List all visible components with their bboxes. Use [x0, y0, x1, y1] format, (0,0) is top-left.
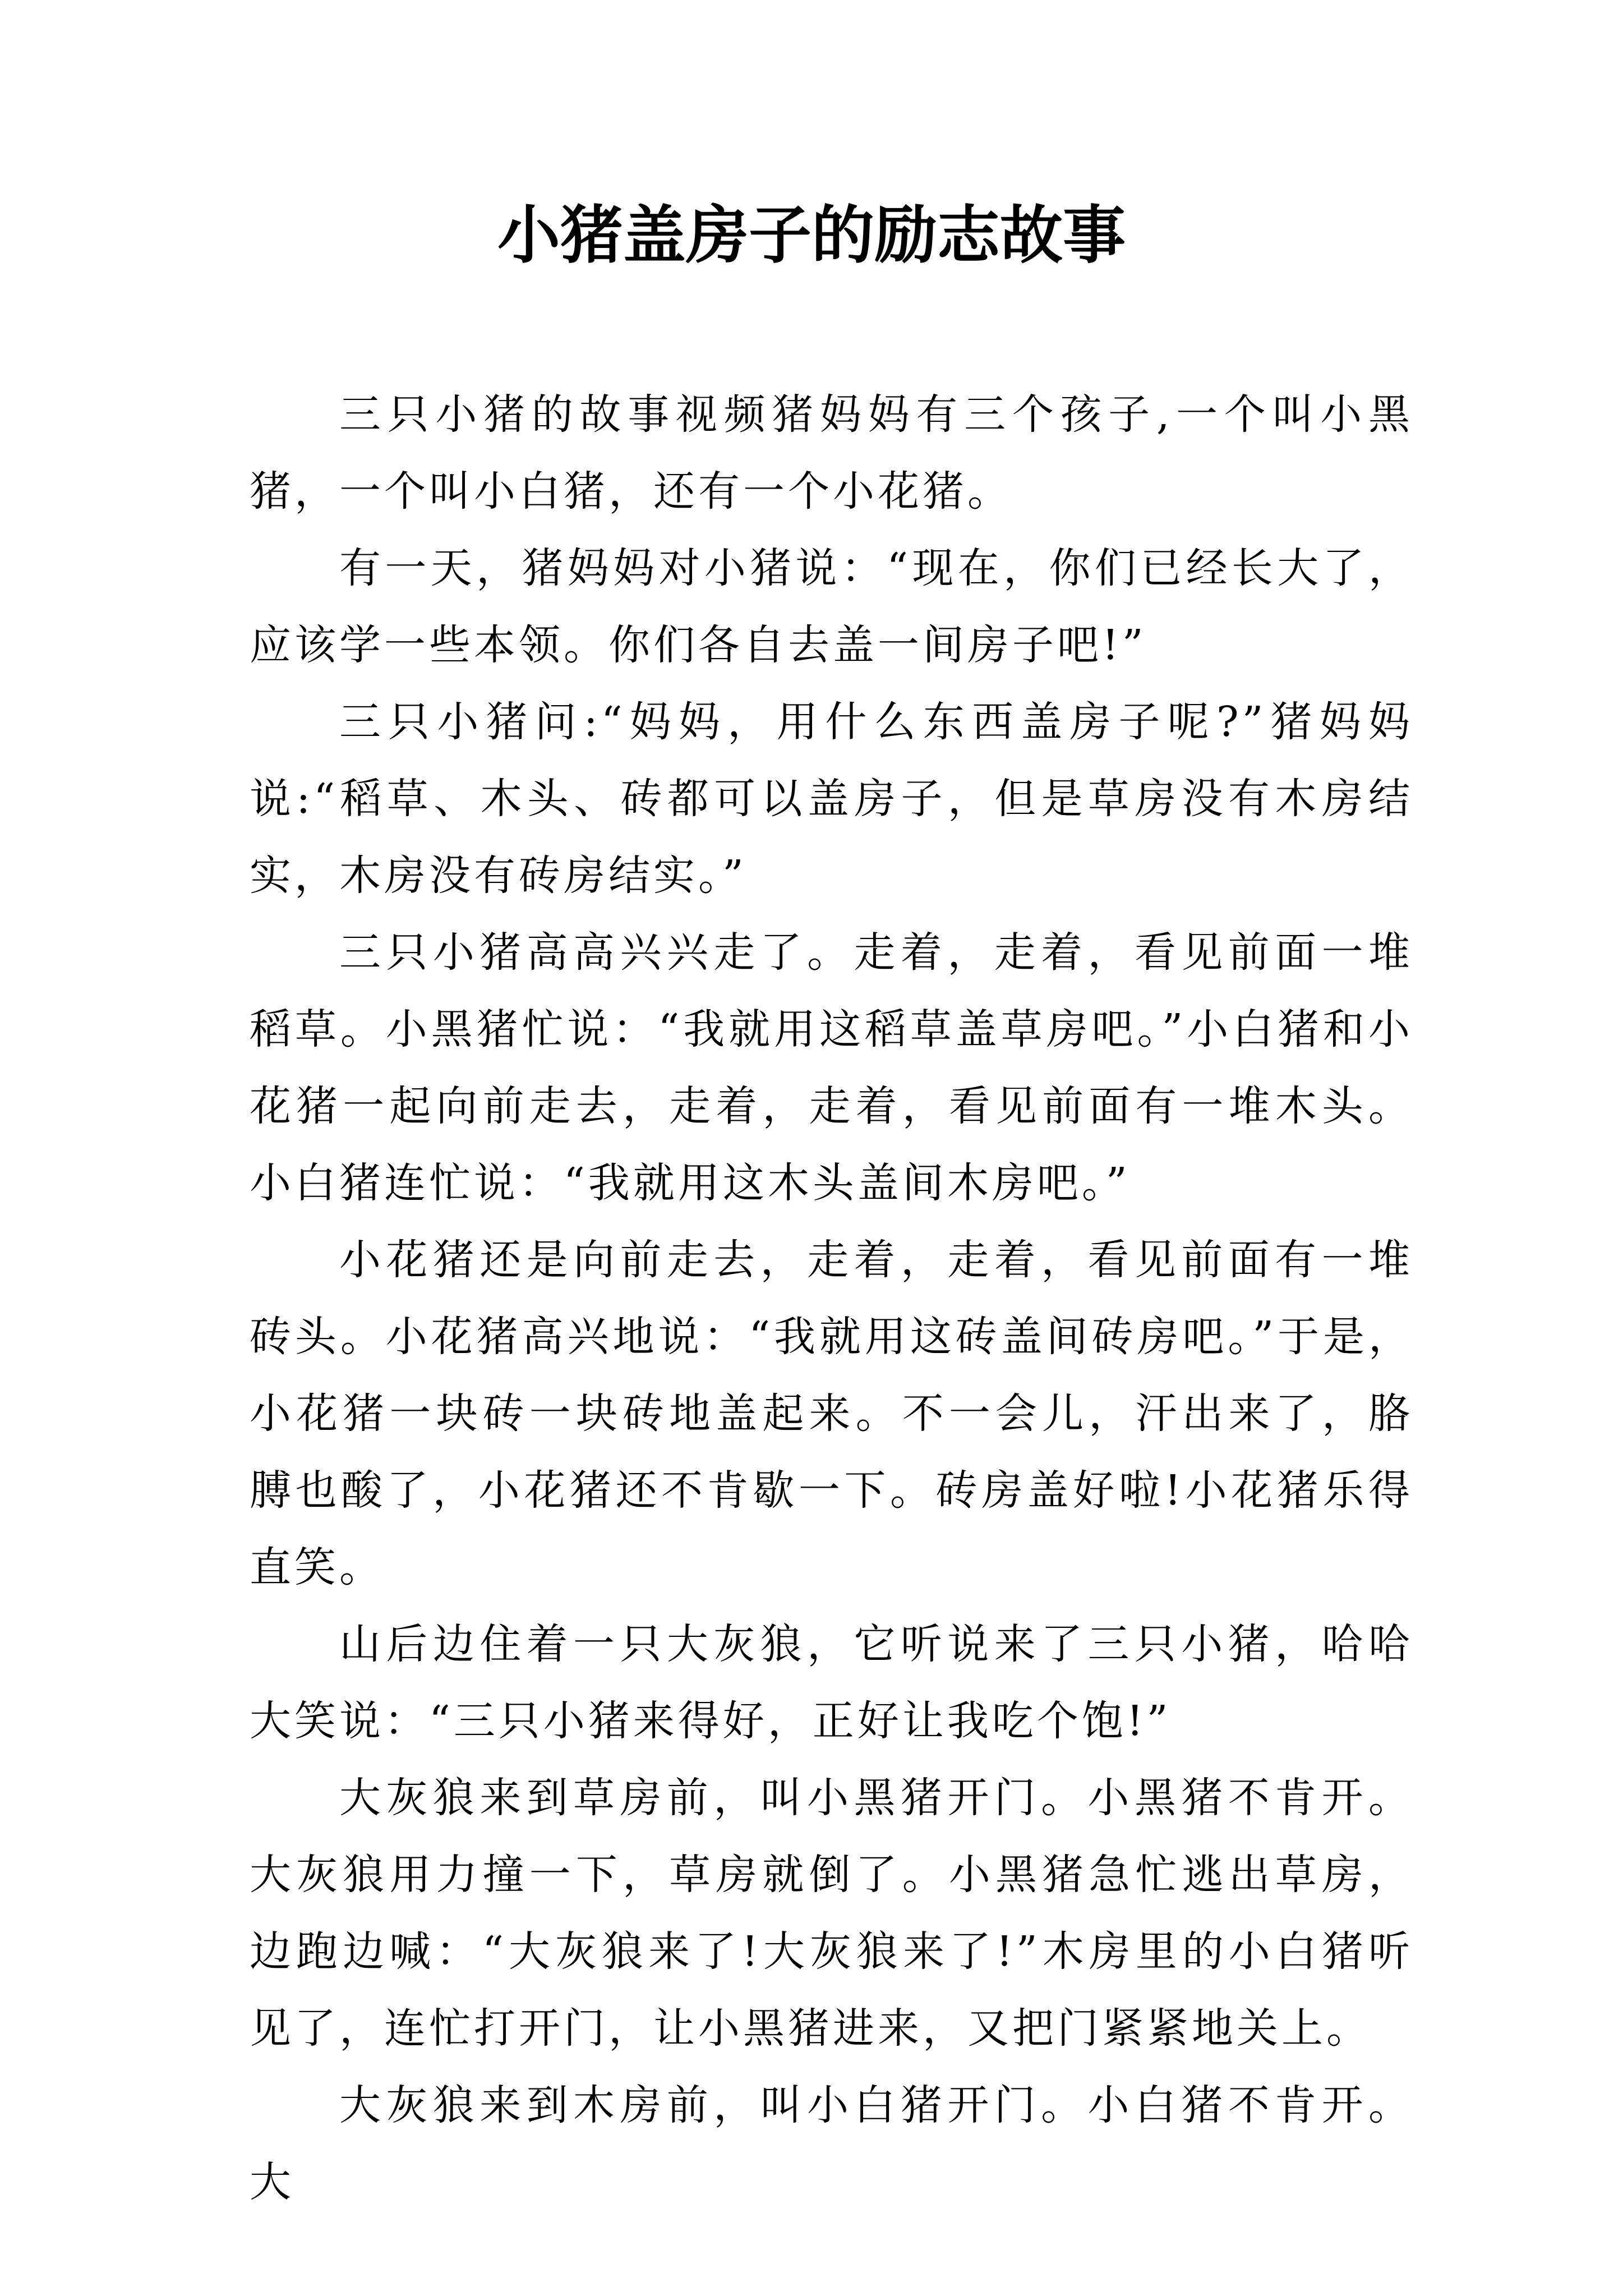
paragraph-7: 大灰狼来到草房前，叫小黑猪开门。小黑猪不肯开。大灰狼用力撞一下，草房就倒了。小黑猪急忙逃出草房，边跑边喊：“大灰狼来了!大灰狼来了!”木房里的小白猪听见了，连忙打开门，让小黑猪进来，又把门紧紧地关上。	[250, 1774, 1413, 2053]
document-title: 小猪盖房子的励志故事	[497, 199, 1126, 272]
paragraph-1: 三只小猪的故事视频猪妈妈有三个孩子,一个叫小黑猪，一个叫小白猪，还有一个小花猪。	[250, 390, 1413, 516]
document-body	[250, 376, 1413, 2221]
paragraph-3: 三只小猪问:“妈妈，用什么东西盖房子呢?”猪妈妈说:“稻草、木头、砖都可以盖房子，但是草房没有木房结实，木房没有砖房结实。”	[250, 698, 1413, 900]
paragraph-2: 有一天，猪妈妈对小猪说：“现在，你们已经长大了，应该学一些本领。你们各自去盖一间房子吧!”	[250, 544, 1413, 669]
paragraph-6: 山后边住着一只大灰狼，它听说来了三只小猪，哈哈大笑说：“三只小猪来得好，正好让我吃个饱!”	[250, 1620, 1413, 1745]
paragraph-4: 三只小猪高高兴兴走了。走着，走着，看见前面一堆稻草。小黑猪忙说：“我就用这稻草盖草房吧。”小白猪和小花猪一起向前走去，走着，走着，看见前面有一堆木头。小白猪连忙说：“我就用这木头盖间木房吧。”	[250, 928, 1413, 1207]
paragraph-8: 大灰狼来到木房前，叫小白猪开门。小白猪不肯开。大	[250, 2081, 1413, 2206]
paragraph-5: 小花猪还是向前走去，走着，走着，看见前面有一堆砖头。小花猪高兴地说：“我就用这砖盖间砖房吧。”于是，小花猪一块砖一块砖地盖起来。不一会儿，汗出来了，胳膊也酸了，小花猪还不肯歇一下。砖房盖好啦!小花猪乐得直笑。	[250, 1236, 1413, 1591]
